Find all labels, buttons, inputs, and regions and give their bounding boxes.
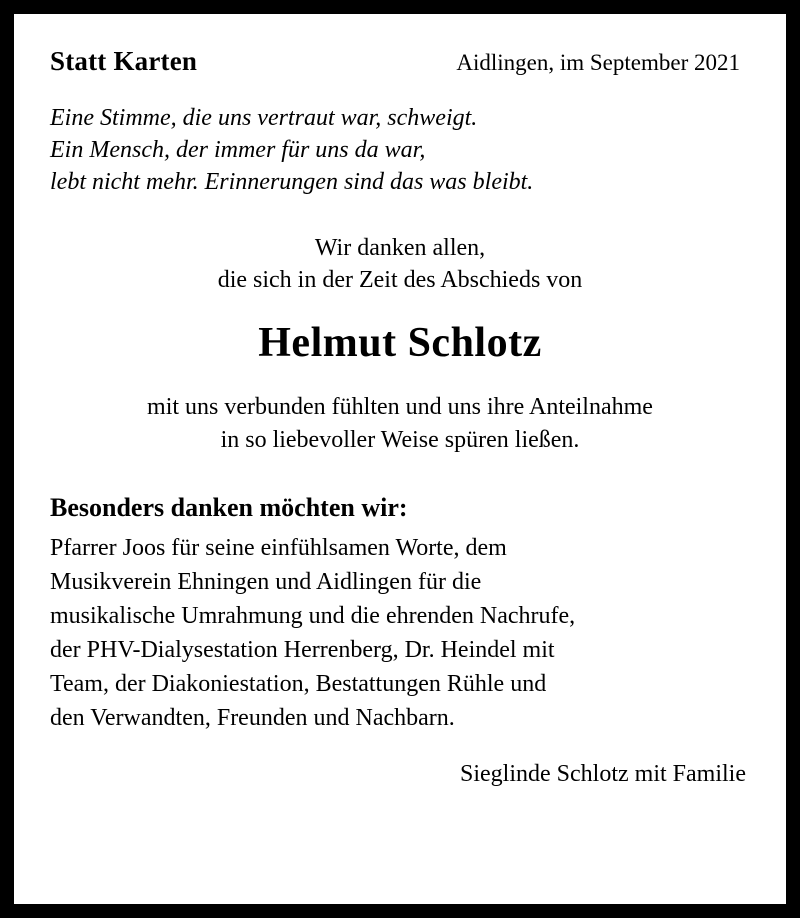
signature: Sieglinde Schlotz mit Familie (460, 761, 746, 788)
special-thanks-line: musikalische Umrahmung und die ehrenden Nachrufe, (50, 602, 576, 629)
thanks-intro-line: Wir danken allen, (314, 234, 486, 261)
obituary-card (14, 14, 786, 904)
special-thanks-body (50, 531, 750, 735)
special-thanks-heading: Besonders danken möchten wir: (50, 492, 408, 522)
verse-line: Ein Mensch, der immer für uns da war, (50, 136, 426, 163)
place-and-date: Aidlingen, im September 2021 (456, 50, 740, 75)
thanks-intro-line: die sich in der Zeit des Abschieds von (217, 266, 583, 293)
verse-line: lebt nicht mehr. Erinnerungen sind das was bleibt. (50, 168, 534, 195)
special-thanks-line: Pfarrer Joos für seine einfühlsamen Worte, dem (50, 534, 507, 561)
thanks-body (50, 391, 750, 457)
thanks-body-line: mit uns verbunden fühlten und uns ihre Anteilnahme (147, 393, 653, 420)
thanks-body-line: in so liebevoller Weise spüren ließen. (220, 426, 580, 453)
special-thanks-line: den Verwandten, Freunden und Nachbarn. (50, 705, 455, 732)
verse-block (50, 103, 750, 199)
special-thanks-line: der PHV-Dialysestation Herrenberg, Dr. Heindel mit (50, 636, 555, 663)
card-header (50, 46, 750, 77)
thanks-intro (50, 233, 750, 297)
statt-karten-title: Statt Karten (50, 46, 198, 76)
special-thanks-line: Team, der Diakoniestation, Bestattungen Rühle und (50, 671, 547, 698)
verse-line: Eine Stimme, die uns vertraut war, schweigt. (50, 105, 478, 131)
special-thanks-line: Musikverein Ehningen und Aidlingen für die (50, 568, 482, 595)
deceased-name: Helmut Schlotz (258, 319, 542, 366)
